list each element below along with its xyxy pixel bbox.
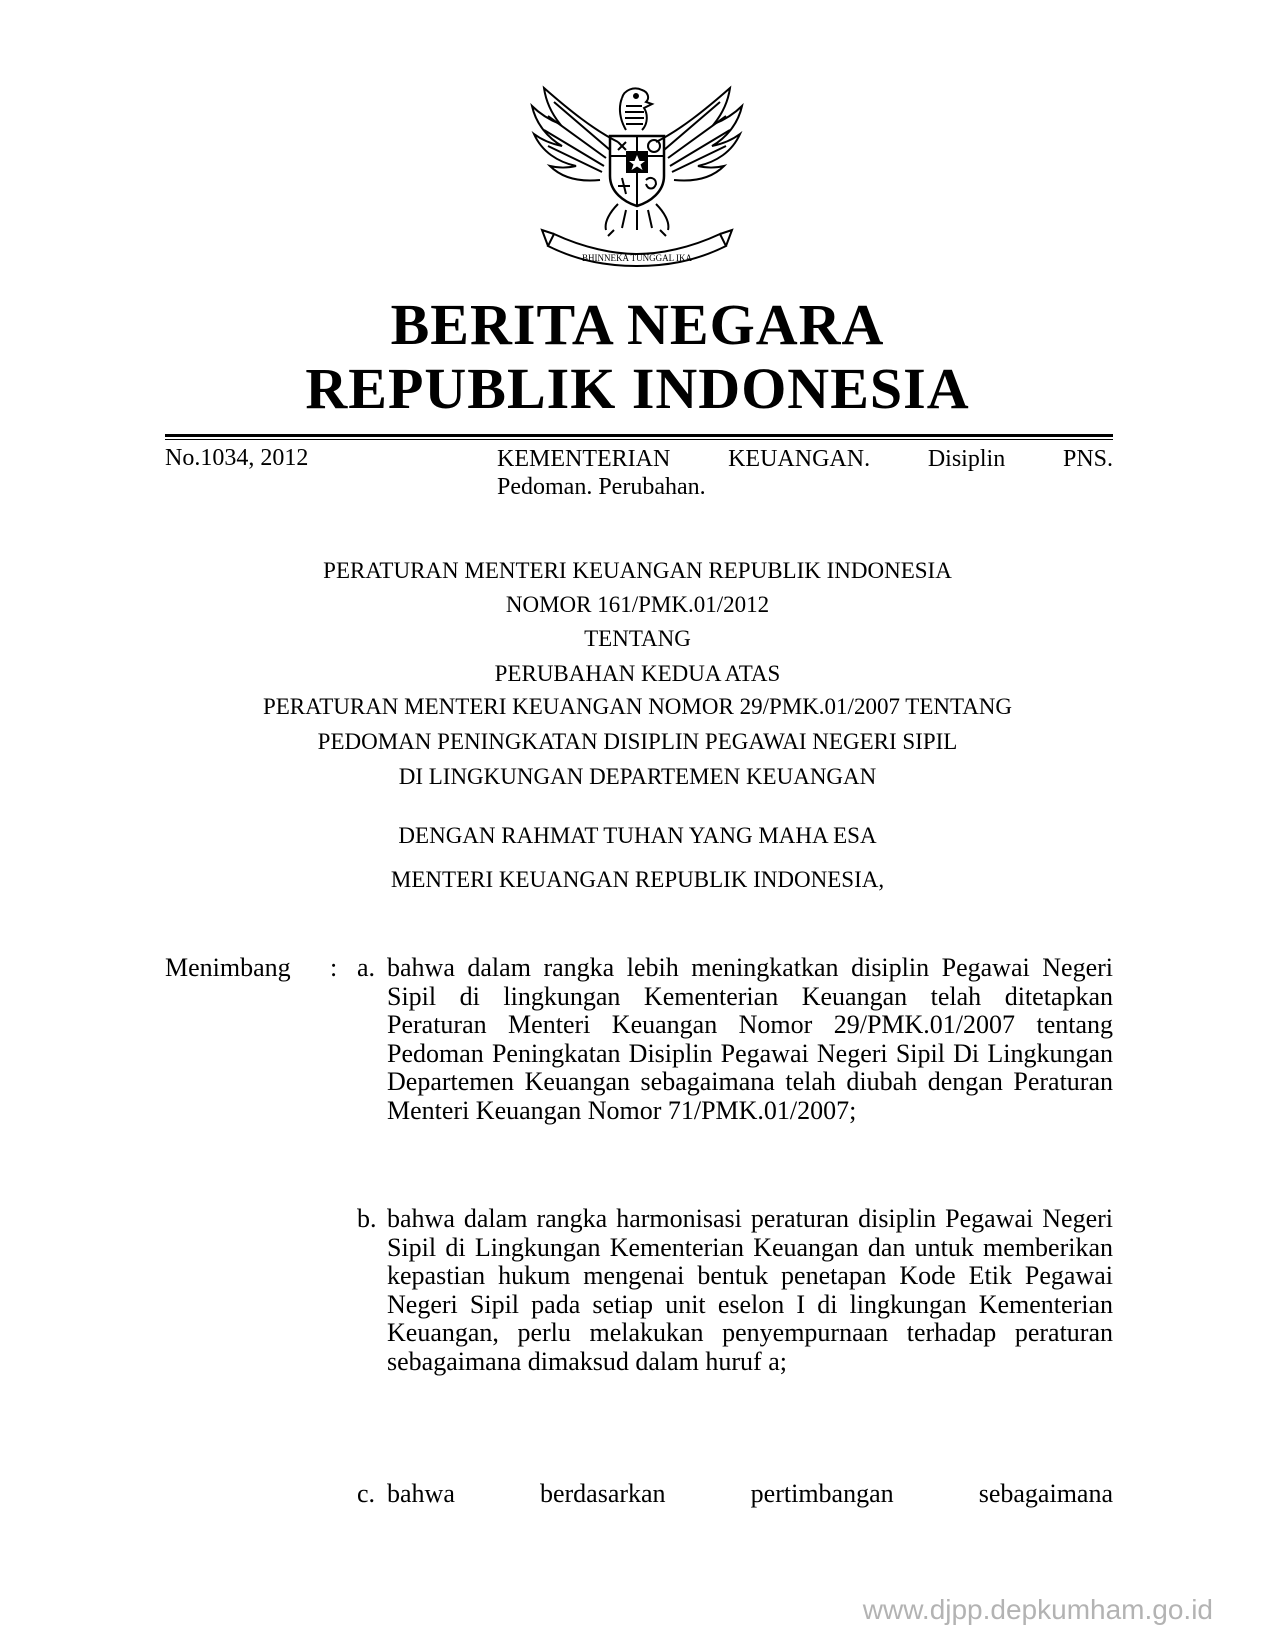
regulation-heading-line: TENTANG [584, 626, 691, 651]
considering-colon: : [330, 953, 338, 982]
item-letter: c. [357, 1479, 376, 1508]
regulation-heading-line: PEDOMAN PENINGKATAN DISIPLIN PEGAWAI NEGERI SIPIL [317, 729, 958, 754]
considering-item-a: bahwa dalam rangka lebih meningkatkan disiplin Pegawai Negeri Sipil di lingkungan Kementerian Keuangan telah ditetapkan Peraturan Menteri Keuangan Nomor 29/PMK.01/2007 tentang Pedoman Peningkatan Disiplin Pegawai Negeri Sipil Di Lingkungan Departemen Keuangan sebagaimana telah diubah dengan Peraturan Menteri Keuangan Nomor 71/PMK.01/2007; [387, 953, 1113, 1125]
motto-text: BHINNEKA TUNGGAL IKA [582, 253, 692, 263]
gazette-category-line2: Pedoman. Perubahan. [497, 474, 706, 500]
considering-item-b: bahwa dalam rangka harmonisasi peraturan disiplin Pegawai Negeri Sipil di Lingkungan Kementerian Keuangan dan untuk memberikan kepastian hukum mengenai bentuk penetapan Kode Etik Pegawai Negeri Sipil pada setiap unit eselon I di lingkungan Kementerian Keuangan, perlu melakukan penyempurnaan terhadap peraturan sebagaimana dimaksud dalam huruf a; [387, 1204, 1113, 1376]
gazette-title-line1: BERITA NEGARA [390, 292, 885, 357]
preamble-line: MENTERI KEUANGAN REPUBLIK INDONESIA, [390, 867, 885, 892]
regulation-heading-line: PERATURAN MENTERI KEUANGAN NOMOR 29/PMK.01/2007 TENTANG [262, 694, 1013, 719]
regulation-heading-line: DI LINGKUNGAN DEPARTEMEN KEUANGAN [398, 764, 877, 789]
garuda-pancasila-emblem-icon [514, 80, 760, 270]
item-letter: b. [357, 1204, 377, 1233]
header-rule-thin [165, 439, 1113, 440]
header-rule [165, 434, 1113, 437]
gazette-category-line1: KEMENTERIAN KEUANGAN. Disiplin PNS. [497, 446, 1113, 472]
considering-item-c: bahwa berdasarkan pertimbangan sebagaimana [387, 1479, 1113, 1508]
item-letter: a. [357, 953, 376, 982]
regulation-heading-line: PERUBAHAN KEDUA ATAS [494, 661, 781, 686]
regulation-heading-line: NOMOR 161/PMK.01/2012 [505, 592, 770, 617]
regulation-heading-line: PERATURAN MENTERI KEUANGAN REPUBLIK INDONESIA [323, 558, 952, 583]
gazette-title-line2: REPUBLIK INDONESIA [305, 356, 970, 421]
considering-label: Menimbang [165, 953, 291, 982]
gazette-number: No.1034, 2012 [165, 445, 309, 471]
preamble-line: DENGAN RAHMAT TUHAN YANG MAHA ESA [398, 823, 877, 848]
source-watermark-link[interactable]: www.djpp.depkumham.go.id [862, 1594, 1213, 1625]
